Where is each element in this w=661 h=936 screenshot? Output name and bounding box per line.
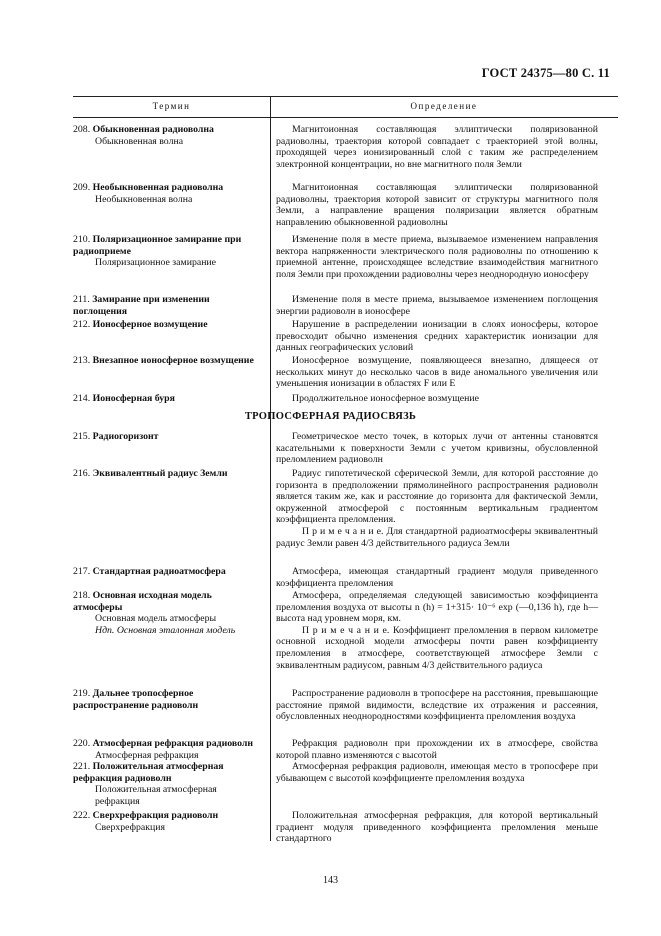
term-cell (73, 590, 263, 636)
definition-cell (276, 294, 598, 317)
term-cell (73, 688, 263, 711)
term-cell (73, 319, 263, 331)
page-header: ГОСТ 24375—80 С. 11 (481, 66, 610, 80)
definition-note: П р и м е ч а н и е. Коэффициент преломления в первом километре основной исходной модели атмосферы почти равен коэффициенту преломления в атмосфере, соответствующей атмосфере Земли с эквивалентным радиусом, равным 4/3 действительного радиуса (276, 624, 598, 671)
definition-text: Положительная атмосферная рефракция, для которой вертикальный градиент модуля приведенного коэффициента преломления меньше стандартного (276, 810, 598, 845)
definition-cell (276, 810, 598, 845)
term-number: 208. (73, 124, 91, 135)
definition-text: Радиус гипотетической сферической Земли, для которой расстояние до горизонта в предположении прямолинейного распространения радиоволн является таким же, как и расстояние до горизонта для фактической Земли, окруженной атмосферой с постоянным вертикальным градиентом коэффициента преломления. (276, 468, 598, 526)
definition-text: Атмосферная рефракция радиоволн, имеющая место в тропосфере при убывающем с высотой коэффициенте преломления воздуха (276, 761, 598, 784)
definition-cell (276, 431, 598, 466)
definition-cell (276, 393, 598, 405)
section-title: ТРОПОСФЕРНАЯ РАДИОСВЯЗЬ (244, 411, 417, 422)
term-number: 213. (73, 355, 91, 366)
term-number: 221. (73, 761, 91, 772)
definition-text: Геометрическое место точек, в которых лучи от антенны становятся касательными к поверхности Земли с учетом кривизны, обусловленной преломлением радиоволн (276, 431, 598, 466)
definition-cell (276, 738, 598, 761)
column-definition-header: Определение (410, 101, 478, 111)
definition-cell (276, 234, 598, 280)
definition-text: Ионосферное возмущение, появляющееся внезапно, длящееся от нескольких минут до несколько часов в виде аномального увеличения или уменьшения ионизации в областях F или E (276, 355, 598, 390)
definition-cell (276, 761, 598, 784)
term-name: Дальнее тропосферное распространение радиоволн (73, 688, 199, 711)
term-number: 216. (73, 468, 91, 479)
definition-cell (276, 468, 598, 549)
column-divider (270, 96, 271, 841)
term-name: Поляризационное замирание при радиоприеме (73, 234, 242, 257)
definition-text: Продолжительное ионосферное возмущение (292, 393, 479, 404)
term-number: 211. (73, 294, 90, 305)
definition-note: П р и м е ч а н и е. Для стандартной радиоатмосферы эквивалентный радиус Земли равен 4/3 действительного радиуса Земли (276, 525, 598, 549)
definition-text: Магнитоионная составляющая эллиптически поляризованной радиоволны, траектория которой совпадает с траекторией этой волны, проходящей через ионизированный слой с таким же распределением электронной концентрации, но вне магнитного поля Земли (276, 124, 598, 170)
term-number: 212. (73, 319, 91, 330)
term-name: Необыкновенная радиоволна (92, 182, 224, 193)
term-cell (73, 431, 263, 443)
term-name: Замирание при изменении поглощения (73, 294, 210, 317)
term-name: Основная исходная модель атмосферы (73, 590, 212, 613)
definition-text: Нарушение в распределении ионизации в слоях ионосферы, которое превосходит обычно изменения средних характеристик ионизации для данных географических условий (276, 319, 598, 354)
definition-text: Распространение радиоволн в тропосфере на расстояния, превышающие расстояние прямой видимости, вследствие их отражения и рассеяния, обусловленных неоднородностями коэффициента преломления воздуха (276, 688, 598, 723)
term-cell (73, 294, 263, 317)
term-name: Ионосферное возмущение (92, 319, 208, 330)
term-cell (73, 182, 263, 205)
definition-cell (276, 182, 598, 228)
term-name: Положительная атмосферная рефракция радиоволн (73, 761, 224, 784)
definition-text: Рефракция радиоволн при прохождении их в атмосфере, свойства которой плавно изменяются с высотой (276, 738, 598, 761)
term-name: Стандартная радиоатмосфера (92, 566, 226, 577)
definition-cell (276, 590, 598, 671)
definition-cell (276, 124, 598, 170)
term-name: Внезапное ионосферное возмущение (92, 355, 254, 366)
definition-text: Магнитоионная составляющая эллиптически поляризованной радиоволны, траектория которой зависит от структуры магнитного поля Земли, а направление вращения поляризации является обратным направлению обыкновенной радиоволны (276, 182, 598, 228)
term-number: 217. (73, 566, 91, 577)
term-cell (73, 234, 263, 269)
term-name: Радиогоризонт (92, 431, 159, 442)
term-cell (73, 566, 263, 578)
definition-text: Атмосфера, имеющая стандартный градиент модуля приведенного коэффициента преломления (276, 566, 598, 589)
term-name: Атмосферная рефракция радиоволн (92, 738, 253, 749)
term-number: 210. (73, 234, 91, 245)
term-cell (73, 810, 263, 833)
term-number: 215. (73, 431, 91, 442)
definition-text: Атмосфера, определяемая следующей зависимостью коэффициента преломления воздуха от высоты n (h) = 1+315· 10⁻⁶ exp (—0,136 h), где h—высота над уровнем моря, км. (276, 590, 598, 625)
term-cell (73, 124, 263, 147)
term-number: 222. (73, 810, 91, 821)
term-number: 220. (73, 738, 91, 749)
term-synonym: Основная модель атмосферы (95, 613, 217, 625)
term-synonym: Сверхрефракция (95, 821, 165, 833)
term-cell (73, 738, 263, 761)
term-cell (73, 468, 263, 480)
term-number: 218. (73, 590, 91, 601)
term-name: Ионосферная буря (92, 393, 175, 404)
term-number: 209. (73, 182, 91, 193)
term-cell (73, 761, 263, 807)
term-deprecated: Ндп. Основная эталонная модель (95, 624, 236, 636)
term-synonym: Поляризационное замирание (95, 257, 217, 269)
term-number: 219. (73, 688, 91, 699)
page-number: 143 (323, 875, 338, 886)
term-synonym: Атмосферная рефракция (95, 749, 199, 761)
term-cell (73, 355, 263, 367)
term-name: Сверхрефракция радиоволн (92, 810, 219, 821)
term-cell (73, 393, 263, 405)
term-synonym: Необыкновенная волна (95, 193, 193, 205)
definition-cell (276, 319, 598, 354)
definition-text: Изменение поля в месте приема, вызываемое изменением направления вектора напряженности электрического поля радиоволны по отношению к приемной антенне, происходящее вследствие взаимодействия магнитного поля Земли при прохождении радиоволны через неоднородную ионосферу (276, 234, 598, 280)
term-synonym: Положительная атмосферная рефракция (95, 784, 217, 807)
table-header (73, 96, 618, 118)
term-name: Обыкновенная радиоволна (92, 124, 214, 135)
definition-cell (276, 688, 598, 723)
definition-cell (276, 355, 598, 390)
definition-text: Изменение поля в месте приема, вызываемое изменением поглощения энергии радиоволн в ионосфере (276, 294, 598, 317)
term-synonym: Обыкновенная волна (95, 135, 184, 147)
term-number: 214. (73, 393, 91, 404)
column-term-header: Термин (152, 101, 191, 111)
definition-cell (276, 566, 598, 589)
term-name: Эквивалентный радиус Земли (92, 468, 228, 479)
